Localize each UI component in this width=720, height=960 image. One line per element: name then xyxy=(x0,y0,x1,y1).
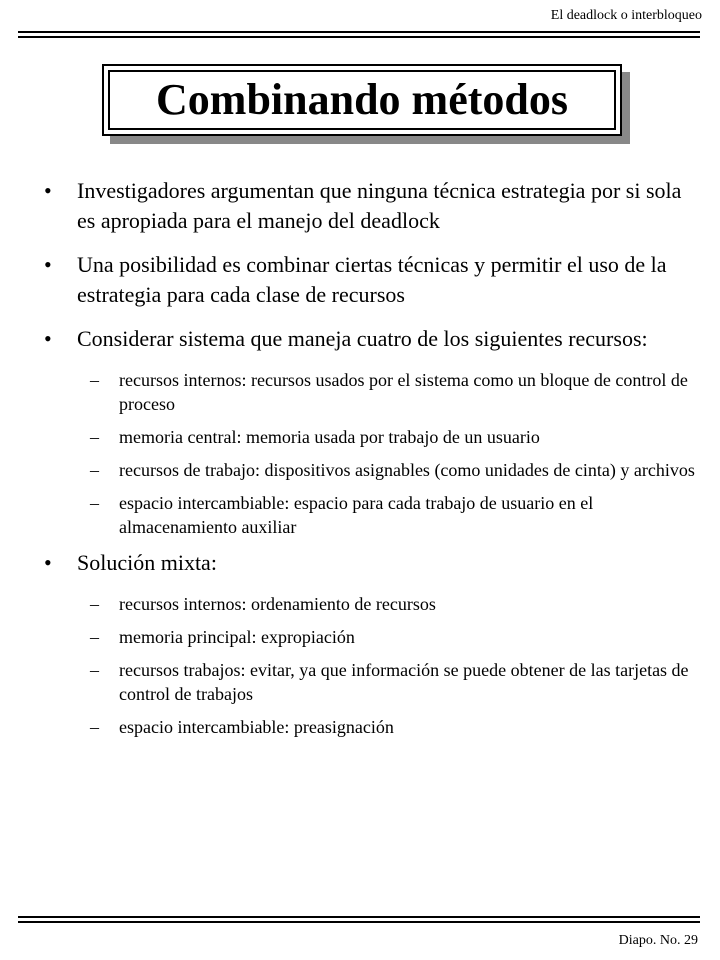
sub-bullet-item xyxy=(0,458,720,482)
slide-header: El deadlock o interbloqueo xyxy=(550,8,702,23)
sub-bullet-text: espacio intercambiable: preasignación xyxy=(119,717,394,737)
sub-bullet-item xyxy=(0,715,720,739)
slide-number: Diapo. No. 29 xyxy=(618,933,698,948)
dash-marker: – xyxy=(90,660,99,680)
bullet-text: Solución mixta: xyxy=(77,550,217,575)
sub-bullet-item xyxy=(0,491,720,539)
bullet-marker: • xyxy=(44,178,52,203)
slide-content xyxy=(0,176,720,748)
bullet-marker: • xyxy=(44,252,52,277)
bottom-double-rule xyxy=(18,916,700,923)
sub-bullet-item xyxy=(0,592,720,616)
sub-bullet-text: recursos internos: ordenamiento de recursos xyxy=(119,594,436,614)
title-box xyxy=(102,64,622,136)
dash-marker: – xyxy=(90,493,99,513)
bullet-text: Considerar sistema que maneja cuatro de los siguientes recursos: xyxy=(77,326,648,351)
sub-bullet-item xyxy=(0,368,720,416)
dash-marker: – xyxy=(90,627,99,647)
sub-bullet-text: recursos de trabajo: dispositivos asignables (como unidades de cinta) y archivos xyxy=(119,460,695,480)
dash-marker: – xyxy=(90,427,99,447)
dash-marker: – xyxy=(90,370,99,390)
dash-marker: – xyxy=(90,460,99,480)
title-inner-frame xyxy=(108,70,616,130)
bullet-item xyxy=(0,176,720,236)
sub-bullet-text: memoria central: memoria usada por trabajo de un usuario xyxy=(119,427,540,447)
sub-bullet-item xyxy=(0,658,720,706)
dash-marker: – xyxy=(90,594,99,614)
slide-title: Combinando métodos xyxy=(156,75,568,124)
top-double-rule xyxy=(18,31,700,38)
sub-bullet-item xyxy=(0,425,720,449)
bullet-item xyxy=(0,250,720,310)
sub-bullet-item xyxy=(0,625,720,649)
sub-bullet-text: espacio intercambiable: espacio para cada trabajo de usuario en el almacenamiento auxiliar xyxy=(119,493,594,537)
sub-bullet-text: recursos trabajos: evitar, ya que información se puede obtener de las tarjetas de control de trabajos xyxy=(119,660,689,704)
sub-bullet-text: memoria principal: expropiación xyxy=(119,627,355,647)
bullet-item xyxy=(0,548,720,578)
bullet-marker: • xyxy=(44,550,52,575)
dash-marker: – xyxy=(90,717,99,737)
bullet-marker: • xyxy=(44,326,52,351)
sub-bullet-text: recursos internos: recursos usados por el sistema como un bloque de control de proceso xyxy=(119,370,688,414)
bullet-text: Investigadores argumentan que ninguna técnica estrategia por si sola es apropiada para el manejo del deadlock xyxy=(77,178,682,233)
bullet-text: Una posibilidad es combinar ciertas técnicas y permitir el uso de la estrategia para cada clase de recursos xyxy=(77,252,667,307)
bullet-item xyxy=(0,324,720,354)
